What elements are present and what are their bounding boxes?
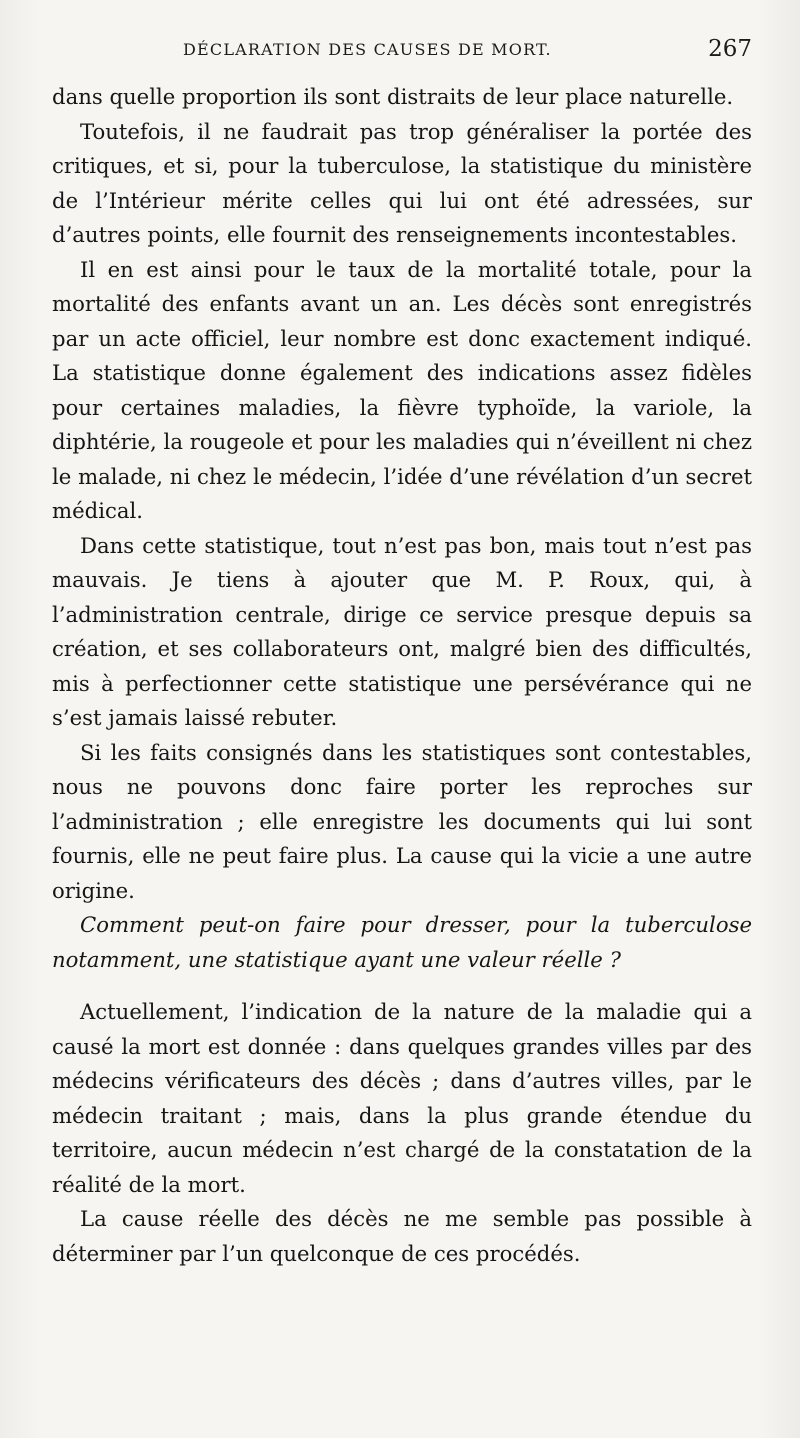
paragraph-1: dans quelle proportion ils sont distraits de leur place naturelle. <box>52 84 734 109</box>
body-text <box>52 80 752 1271</box>
paragraph-2: Toutefois, il ne faudrait pas trop généraliser la portée des critiques, et si, pour la tuberculose, la statistique du ministère de l’Intérieur mérite celles qui lui ont été adressées, sur d’autres points, elle fournit des renseignements incontestables. <box>52 118 752 247</box>
paragraph-6-question: Comment peut-on faire pour dresser, pour la tuberculose notamment, une statistique ayant une valeur réelle ? <box>52 912 752 972</box>
page-number: 267 <box>708 36 752 62</box>
paragraph-8: La cause réelle des décès ne me semble pas possible à déterminer par l’un quelconque de ces procédés. <box>52 1206 752 1266</box>
running-title: DÉCLARATION DES CAUSES DE MORT. <box>183 40 552 59</box>
paragraph-5: Si les faits consignés dans les statistiques sont contestables, nous ne pouvons donc faire porter les reproches sur l’administration ; elle enregistre les documents qui lui sont fournis, elle ne peut faire plus. La cause qui la vicie a une autre origine. <box>52 739 752 903</box>
paragraph-7: Actuellement, l’indication de la nature de la maladie qui a causé la mort est donnée : dans quelques grandes villes par des médecins vérificateurs des décès ; dans d’autres villes, par le médecin traitant ; mais, dans la plus grande étendue du territoire, aucun médecin n’est chargé de la constatation de la réalité de la mort. <box>52 999 752 1197</box>
paragraph-3: Il en est ainsi pour le taux de la mortalité totale, pour la mortalité des enfants avant un an. Les décès sont enregistrés par un acte officiel, leur nombre est donc exactement indiqué. La statistique donne également des indications assez fidèles pour certaines maladies, la fièvre typhoïde, la variole, la diphtérie, la rougeole et pour les maladies qui n’éveillent ni chez le malade, ni chez le médecin, l’idée d’une révélation d’un secret médical. <box>52 256 752 523</box>
paragraph-4: Dans cette statistique, tout n’est pas bon, mais tout n’est pas mauvais. Je tiens à ajouter que M. P. Roux, qui, à l’administration centrale, dirige ce service presque depuis sa création, et ses collaborateurs ont, malgré bien des difficultés, mis à perfectionner cette statistique une persévérance qui ne s’est jamais laissé rebuter. <box>52 532 752 730</box>
running-head <box>52 36 752 66</box>
